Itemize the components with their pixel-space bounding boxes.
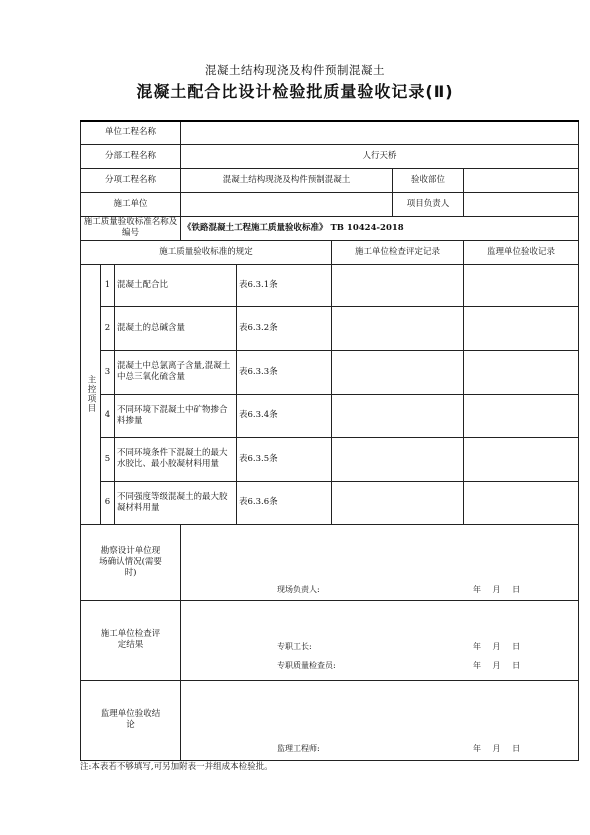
unit-project-value[interactable] — [181, 121, 579, 144]
acceptance-part-label: 验收部位 — [393, 168, 464, 192]
table-row — [81, 264, 579, 306]
col-construction-check: 施工单位检查评定记录 — [332, 240, 464, 264]
item-supervision-record[interactable] — [464, 350, 579, 394]
item-supervision-record[interactable] — [464, 437, 579, 481]
form-subtitle: 混凝土结构现浇及构件预制混凝土 — [205, 63, 385, 77]
col-supervision-record: 监理单位验收记录 — [464, 240, 579, 264]
item-construction-check[interactable] — [332, 264, 464, 306]
item-name: 不同强度等级混凝土的最大胶凝材料用量 — [115, 481, 237, 524]
construction-unit-value[interactable] — [181, 192, 393, 216]
construction-eval-signature-area[interactable] — [181, 600, 579, 680]
col-standard-spec: 施工质量验收标准的规定 — [81, 240, 332, 264]
foreman-signer: 专职工长: — [277, 641, 312, 651]
item-no: 3 — [101, 350, 115, 394]
survey-design-signer: 现场负责人: — [277, 584, 320, 594]
item-no: 4 — [101, 394, 115, 437]
division-project-value[interactable]: 人行天桥 — [181, 144, 579, 168]
item-no: 6 — [101, 481, 115, 524]
item-name: 不同环境条件下混凝土的最大水胶比、最小胶凝材料用量 — [115, 437, 237, 481]
item-construction-check[interactable] — [332, 306, 464, 350]
acceptance-part-value[interactable] — [464, 168, 579, 192]
project-manager-value[interactable] — [464, 192, 579, 216]
item-no: 1 — [101, 264, 115, 306]
supervision-engineer-signer: 监理工程师: — [277, 743, 320, 753]
survey-design-signature-area[interactable] — [181, 524, 579, 600]
table-row — [81, 394, 579, 437]
item-supervision-record[interactable] — [464, 264, 579, 306]
supervision-date: 年 月 日 — [473, 743, 521, 753]
table-row — [81, 306, 579, 350]
supervision-conclusion-label: 监理单位验收结论 — [81, 680, 181, 760]
item-name: 混凝土的总碱含量 — [115, 306, 237, 350]
quality-inspector-signer: 专职质量检查员: — [277, 660, 336, 670]
unit-project-label: 单位工程名称 — [81, 121, 181, 144]
form-title: 混凝土配合比设计检验批质量验收记录(Ⅱ) — [136, 82, 454, 101]
item-no: 2 — [101, 306, 115, 350]
table-row — [81, 350, 579, 394]
standard-value: 《铁路混凝土工程施工质量验收标准》 TB 10424-2018 — [181, 216, 579, 240]
division-project-label: 分部工程名称 — [81, 144, 181, 168]
item-construction-check[interactable] — [332, 437, 464, 481]
item-ref: 表6.3.3条 — [237, 350, 332, 394]
item-no: 5 — [101, 437, 115, 481]
construction-unit-label: 施工单位 — [81, 192, 181, 216]
item-supervision-record[interactable] — [464, 306, 579, 350]
item-name: 不同环境下混凝土中矿物掺合料掺量 — [115, 394, 237, 437]
foreman-date: 年 月 日 — [473, 641, 521, 651]
item-ref: 表6.3.1条 — [237, 264, 332, 306]
item-name: 混凝土中总氯离子含量,混凝土中总三氧化硫含量 — [115, 350, 237, 394]
item-name: 混凝土配合比 — [115, 264, 237, 306]
item-supervision-record[interactable] — [464, 481, 579, 524]
item-ref: 表6.3.4条 — [237, 394, 332, 437]
item-construction-check[interactable] — [332, 394, 464, 437]
item-construction-check[interactable] — [332, 350, 464, 394]
standard-label: 施工质量验收标准名称及编号 — [81, 216, 181, 240]
main-items-label: 主控项目 — [81, 264, 101, 524]
supervision-conclusion-signature-area[interactable] — [181, 680, 579, 760]
survey-design-date: 年 月 日 — [473, 584, 521, 594]
quality-inspector-date: 年 月 日 — [473, 660, 521, 670]
table-row — [81, 437, 579, 481]
item-ref: 表6.3.2条 — [237, 306, 332, 350]
subdivision-project-value[interactable]: 混凝土结构现浇及构件预制混凝土 — [181, 168, 393, 192]
subdivision-project-label: 分项工程名称 — [81, 168, 181, 192]
construction-eval-label: 施工单位检查评定结果 — [81, 600, 181, 680]
item-ref: 表6.3.6条 — [237, 481, 332, 524]
footnote: 注:本表若不够填写,可另加附表一并组成本检验批。 — [80, 762, 273, 772]
item-supervision-record[interactable] — [464, 394, 579, 437]
inspection-form-table — [80, 120, 579, 761]
survey-design-label: 勘察设计单位现场确认情况(需要时) — [81, 524, 181, 600]
item-construction-check[interactable] — [332, 481, 464, 524]
project-manager-label: 项目负责人 — [393, 192, 464, 216]
item-ref: 表6.3.5条 — [237, 437, 332, 481]
table-row — [81, 481, 579, 524]
